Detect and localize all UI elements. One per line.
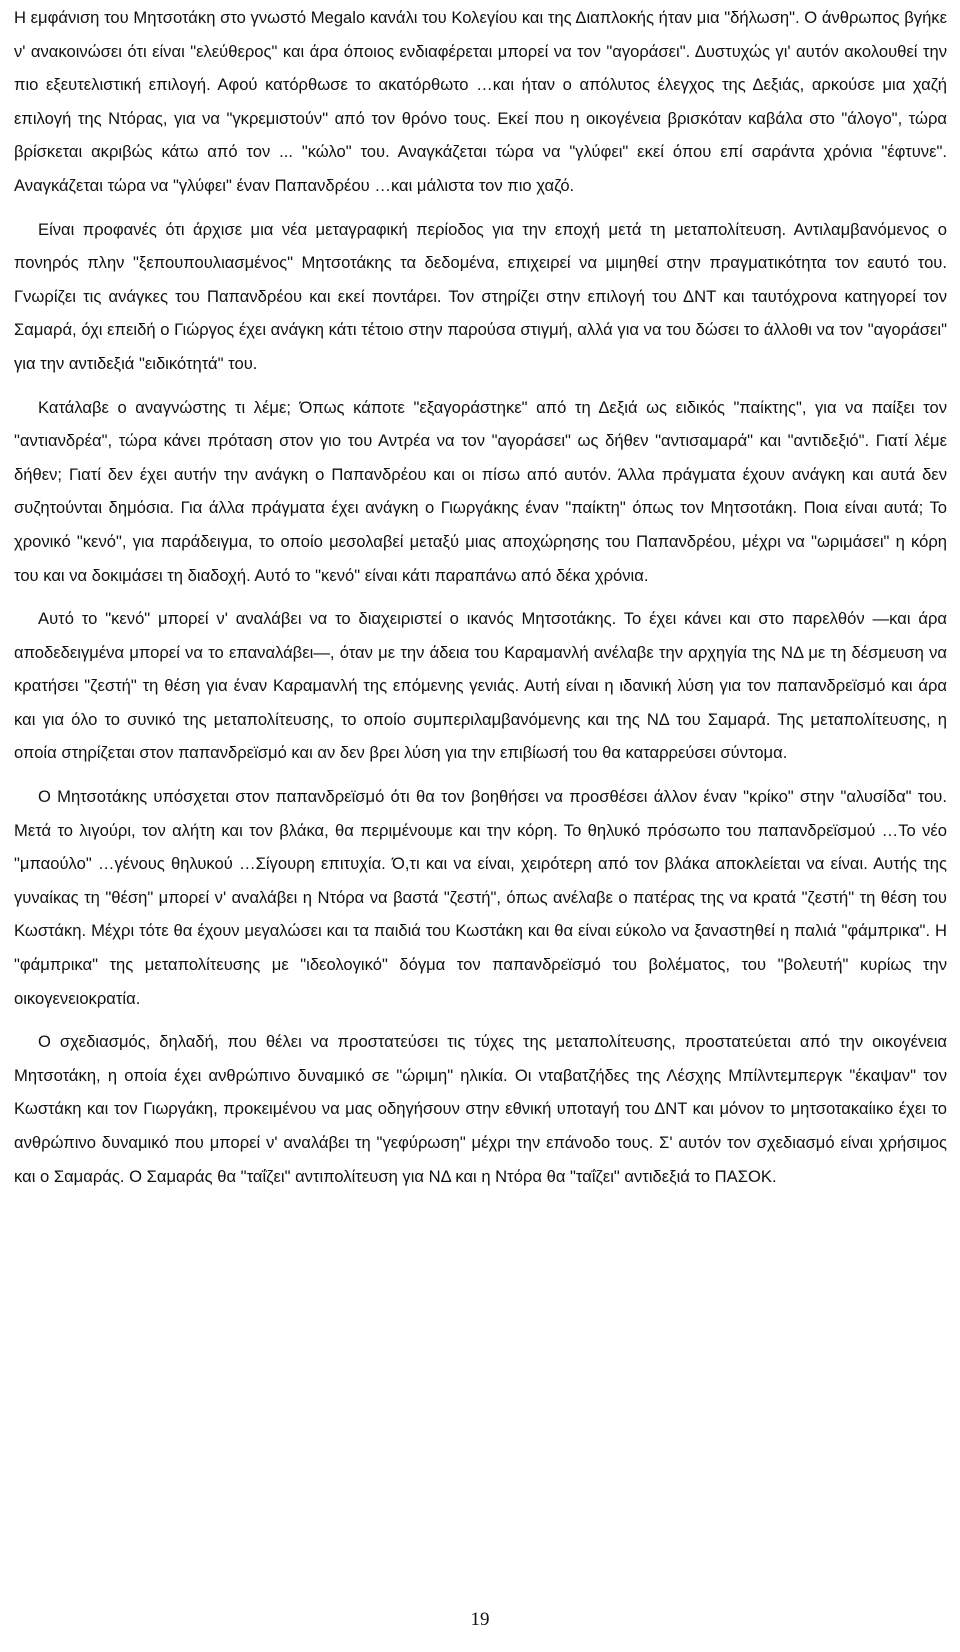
document-body bbox=[14, 0, 947, 1203]
paragraph-2: Είναι προφανές ότι άρχισε μια νέα μεταγραφική περίοδος για την εποχή μετά τη μεταπολίτευση. Αντιλαμβανόμενος ο πονηρός πλην "ξεπουπουλιασμένος" Μητσοτάκης τα δεδομένα, επιχειρεί να μιμηθεί στην πραγματικότητα τον εαυτό του. Γνωρίζει τις ανάγκες του Παπανδρέου και εκεί ποντάρει. Τον στηρίζει στην επιλογή του ΔΝΤ και ταυτόχρονα κατηγορεί τον Σαμαρά, όχι επειδή ο Γιώργος έχει ανάγκη κάτι τέτοιο στην παρούσα στιγμή, αλλά για να του δώσει το άλλοθι να τον "αγοράσει" για την αντιδεξιά "ειδικότητά" του. bbox=[14, 219, 947, 373]
paragraph-5: Ο Μητσοτάκης υπόσχεται στον παπανδρεϊσμό ότι θα τον βοηθήσει να προσθέσει άλλον έναν "κρίκο" στην "αλυσίδα" του. Μετά το λιγούρι, τον αλήτη και τον βλάκα, θα περιμένουμε και την κόρη. Το θηλυκό πρόσωπο του παπανδρεϊσμού …Το νέο "μπαούλο" …γένους θηλυκού …Σίγουρη επιτυχία. Ό,τι και να είναι, χειρότερη από τον βλάκα αποκλείεται να είναι. Αυτής της γυναίκας τη "θέση" μπορεί ν' αναλάβει η Ντόρα να βαστά "ζεστή", όπως ανέλαβε ο πατέρας της να κρατά "ζεστή" τη θέση του Κωστάκη. Μέχρι τότε θα έχουν μεγαλώσει και τα παιδιά του Κωστάκη και θα είναι εύκολο να ξαναστηθεί η παλιά "φάμπρικα". Η "φάμπρικα" της μεταπολίτευσης με "ιδεολογικό" δόγμα τον παπανδρεϊσμό του βολέματος, του "βολευτή" κυρίως την οικογενειοκρατία. bbox=[14, 787, 947, 1008]
page-number: 19 bbox=[470, 1609, 490, 1630]
paragraph-6: Ο σχεδιασμός, δηλαδή, που θέλει να προστατεύσει τις τύχες της μεταπολίτευσης, προστατεύεται από την οικογένεια Μητσοτάκη, η οποία έχει ανθρώπινο δυναμικό σε "ώριμη" ηλικία. Οι νταβατζήδες της Λέσχης Μπίλντεμπεργκ "έκαψαν" τον Κωστάκη και τον Γιωργάκη, προκειμένου να μας οδηγήσουν στην εθνική υποταγή του ΔΝΤ και μόνον το μητσοτακαίικο έχει το ανθρώπινο δυναμικό που μπορεί ν' αναλάβει τη "γεφύρωση" μέχρι την επάνοδο τους. Σ' αυτόν τον σχεδιασμό είναι χρήσιμος και ο Σαμαράς. Ο Σαμαράς θα "ταΐζει" αντιπολίτευση για ΝΔ και η Ντόρα θα "ταΐζει" αντιδεξιά το ΠΑΣΟΚ. bbox=[14, 1032, 947, 1186]
paragraph-4: Αυτό το "κενό" μπορεί ν' αναλάβει να το διαχειριστεί ο ικανός Μητσοτάκης. Το έχει κάνει και στο παρελθόν —και άρα αποδεδειγμένα μπορεί να το επαναλάβει—, όταν με την άδεια του Καραμανλή ανέλαβε την αρχηγία της ΝΔ με τη δέσμευση να κρατήσει "ζεστή" τη θέση για έναν Καραμανλή της επόμενης γενιάς. Αυτή είναι η ιδανική λύση για τον παπανδρεϊσμό και άρα και για όλο το συνικό της μεταπολίτευσης, το οποίο συμπεριλαμβανόμενης και της ΝΔ του Σαμαρά. Της μεταπολίτευσης, η οποία στηρίζεται στον παπανδρεϊσμό και αν δεν βρει λύση για την επιβίωσή του θα καταρρεύσει σύντομα. bbox=[14, 609, 947, 763]
paragraph-3: Κατάλαβε ο αναγνώστης τι λέμε; Όπως κάποτε "εξαγοράστηκε" από τη Δεξιά ως ειδικός "παίκτης", για να παίξει τον "αντιανδρέα", τώρα κάνει πρόταση στον γιο του Αντρέα να τον "αγοράσει" ως δήθεν "αντισαμαρά" και "αντιδεξιό". Γιατί λέμε δήθεν; Γιατί δεν έχει αυτήν την ανάγκη ο Παπανδρέου και οι πίσω από αυτόν. Άλλα πράγματα έχουν ανάγκη και αυτά δεν συζητούνται δημόσια. Για άλλα πράγματα έχει ανάγκη ο Γιωργάκης έναν "παίκτη" όπως τον Μητσοτάκη. Ποια είναι αυτά; Το χρονικό "κενό", για παράδειγμα, το οποίο μεσολαβεί μεταξύ μιας αποχώρησης του Παπανδρέου, μέχρι να "ωριμάσει" η κόρη του και να δοκιμάσει τη διαδοχή. Αυτό το "κενό" είναι κάτι παραπάνω από δέκα χρόνια. bbox=[14, 397, 947, 585]
paragraph-1: Η εμφάνιση του Μητσοτάκη στο γνωστό Megalo κανάλι του Κολεγίου και της Διαπλοκής ήταν μια "δήλωση". Ο άνθρωπος βγήκε ν' ανακοινώσει ότι είναι "ελεύθερος" και άρα όποιος ενδιαφέρεται μπορεί να τον "αγοράσει". Δυστυχώς γι' αυτόν ακολουθεί την πιο εξευτελιστική επιλογή. Αφού κατόρθωσε το ακατόρθωτο …και ήταν ο απόλυτος έλεγχος της Δεξιάς, αρκούσε μια χαζή επιλογή της Ντόρας, για να "γκρεμιστούν" από τον θρόνο τους. Εκεί που η οικογένεια βρισκόταν καβάλα στο "άλογο", τώρα βρίσκεται ακριβώς κάτω από τον ... "κώλο" του. Αναγκάζεται τώρα να "γλύφει" εκεί όπου επί σαράντα χρόνια "έφτυνε". Αναγκάζεται τώρα να "γλύφει" έναν Παπανδρέου …και μάλιστα τον πιο χαζό. bbox=[14, 8, 947, 195]
